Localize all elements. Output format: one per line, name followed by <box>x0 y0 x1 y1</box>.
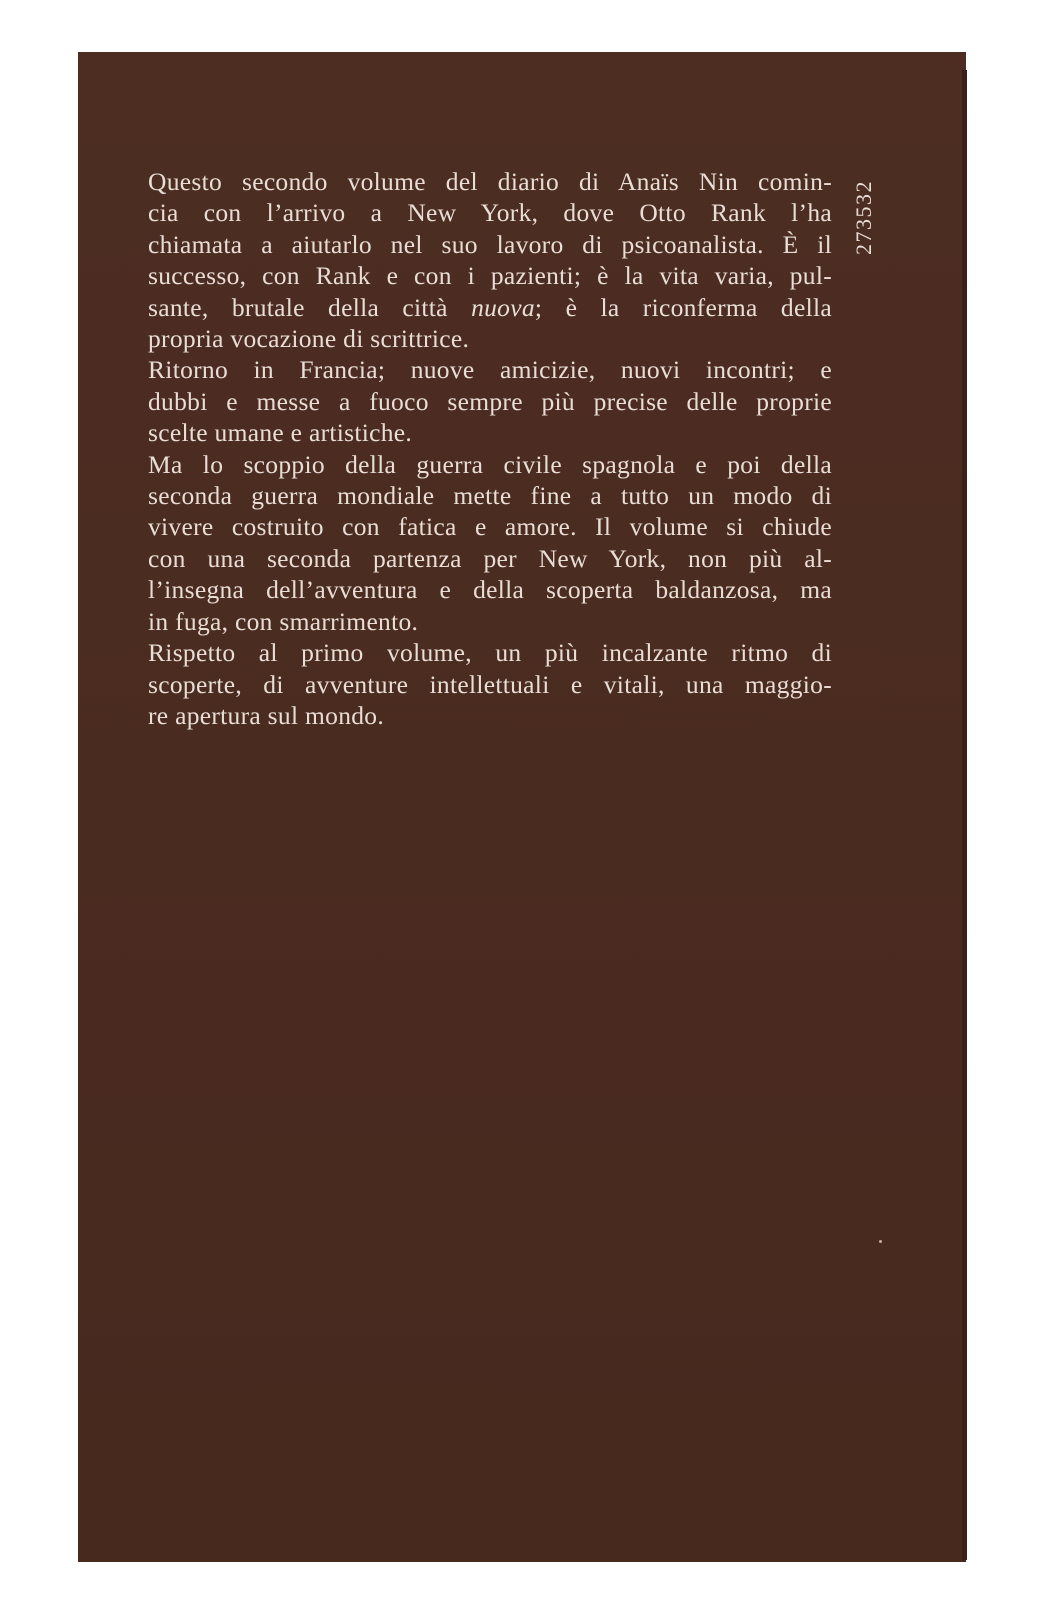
text-line: Ma lo scoppio della guerra civile spagnola e poi della <box>148 449 832 479</box>
dust-speck <box>879 1240 882 1243</box>
text-line: chiamata a aiutarlo nel suo lavoro di psicoanalista. È il <box>148 229 832 259</box>
blurb-text <box>148 166 832 731</box>
blurb-paragraph-4 <box>148 637 832 731</box>
text-line: Questo secondo volume del diario di Anaïs Nin comin- <box>148 167 832 196</box>
blurb-paragraph-2 <box>148 354 832 448</box>
text-segment: ; è la riconferma della <box>534 292 832 322</box>
text-line: vivere costruito con fatica e amore. Il volume si chiude <box>148 512 832 542</box>
text-line: successo, con Rank e con i pazienti; è la vita varia, pul- <box>148 261 832 291</box>
text-line: re apertura sul mondo. <box>148 700 385 730</box>
text-line: l’insegna dell’avventura e della scoperta baldanzosa, ma <box>148 575 832 605</box>
blurb-paragraph-1 <box>148 166 832 354</box>
text-line: scoperte, di avventure intellettuali e vitali, una maggio- <box>148 669 832 699</box>
blurb-paragraph-3 <box>148 449 832 637</box>
text-line: dubbi e messe a fuoco sempre più precise delle proprie <box>148 386 832 416</box>
text-line-with-italic <box>148 292 832 323</box>
catalog-number: 273532 <box>851 180 876 256</box>
text-line: in fuga, con smarrimento. <box>148 606 419 636</box>
text-line: Ritorno in Francia; nuove amicizie, nuovi incontri; e <box>148 355 832 385</box>
text-line: seconda guerra mondiale mette fine a tutto un modo di <box>148 481 832 511</box>
text-segment: sante, brutale della città <box>148 292 472 322</box>
italic-word: nuova <box>471 292 535 322</box>
text-line: con una seconda partenza per New York, non più al- <box>148 543 832 573</box>
text-line: cia con l’arrivo a New York, dove Otto Rank l’ha <box>148 198 832 228</box>
text-line: propria vocazione di scrittrice. <box>148 324 470 354</box>
text-line: Rispetto al primo volume, un più incalzante ritmo di <box>148 638 832 668</box>
text-line: scelte umane e artistiche. <box>148 418 413 448</box>
cover-right-edge <box>962 70 967 1560</box>
